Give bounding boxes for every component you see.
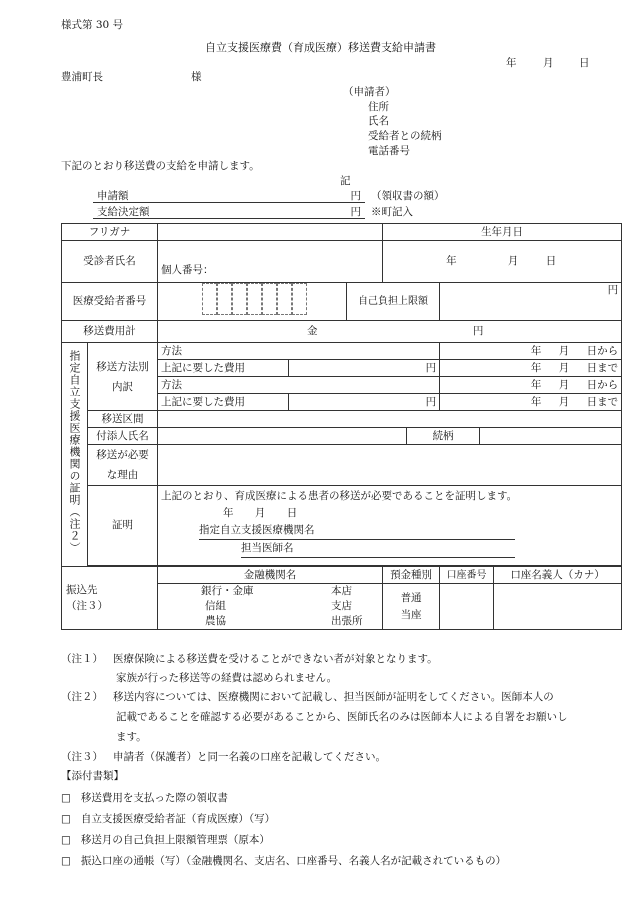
method-2-label: 方法: [161, 378, 183, 391]
form-number: 様式第 30 号: [61, 19, 124, 31]
cert-date: 年 月 日: [223, 507, 298, 519]
total-kin: 金: [307, 325, 318, 337]
period-2-until[interactable]: 年 月 日まで: [440, 394, 622, 411]
attachment-2[interactable]: □ 自立支援医療受給者証（育成医療）（写）: [61, 813, 276, 825]
patient-name-field[interactable]: [158, 241, 383, 283]
deposit-type-label: 預金種別: [383, 567, 440, 584]
applicant-relation-label: 受給者との続柄: [368, 130, 442, 142]
attachment-1[interactable]: □ 移送費用を支払った際の領収書: [61, 792, 228, 804]
cert-text: 上記のとおり、育成医療による患者の移送が必要であることを証明します。: [161, 490, 518, 502]
attachments-heading: 【添付書類】: [61, 770, 124, 782]
ki-label: 記: [340, 175, 351, 187]
method-1-cost-label: 上記に要した費用: [158, 360, 289, 377]
total-field[interactable]: [158, 321, 622, 343]
decided-yen: 円: [350, 206, 361, 218]
request-text: 下記のとおり移送費の支給を申請します。: [61, 160, 260, 172]
certification-label: 証明: [88, 486, 158, 566]
decided-amount-label: 支給決定額: [97, 206, 150, 218]
account-no-field[interactable]: [440, 584, 494, 630]
method-2-cost-field[interactable]: 円: [289, 394, 440, 411]
account-no-label: 口座番号: [440, 567, 494, 584]
addressee-name: 豊浦町長: [61, 71, 103, 83]
applicant-phone-label: 電話番号: [368, 145, 410, 157]
birth-day: 日: [545, 255, 557, 267]
patient-name-label: 受診者氏名: [62, 241, 158, 283]
requested-amount-line[interactable]: [93, 188, 365, 203]
bank-type-3: 農協: [205, 615, 227, 627]
birthdate-label: 生年月日: [383, 224, 622, 241]
branch-type-3: 出張所: [331, 615, 363, 627]
date-month: 月: [543, 57, 554, 69]
checkbox-icon: □: [61, 834, 71, 846]
decided-amount-line[interactable]: [93, 204, 365, 219]
period-1-from[interactable]: 年 月 日から: [440, 343, 622, 360]
method-2-cost-label: 上記に要した費用: [158, 394, 289, 411]
attachment-4[interactable]: □ 振込口座の通帳（写）（金融機関名、支店名、口座番号、名義人名が記載されているもの）: [61, 855, 507, 867]
bank-name-field[interactable]: [158, 584, 383, 630]
copay-limit-field[interactable]: [440, 283, 622, 321]
method-2-field[interactable]: [158, 377, 440, 394]
application-table: [61, 223, 622, 630]
bank-type-2: 信組: [205, 600, 227, 612]
branch-type-1: 本店: [331, 585, 353, 597]
date-year: 年: [506, 57, 517, 69]
cert-vertical-label: 指定自立支援医療機関の証明（注２）: [62, 343, 88, 567]
branch-type-2: 支店: [331, 600, 353, 612]
note-2b: 記載であることを確認する必要があることから、医師氏名のみは医師本人による自署をお願いし: [116, 711, 568, 723]
deposit-type-field[interactable]: 普通 当座: [383, 584, 440, 630]
method-1-cost-field[interactable]: 円: [289, 360, 440, 377]
birth-month: 月: [507, 255, 519, 267]
checkbox-icon: □: [61, 855, 71, 867]
certification-field[interactable]: [158, 486, 622, 566]
furigana-label: フリガナ: [62, 224, 158, 241]
personal-number-label: 個人番号：: [161, 264, 214, 276]
requested-amount-label: 申請額: [97, 190, 129, 202]
section-label: 移送区間: [88, 411, 158, 428]
note-1: （注１） 医療保険による移送費を受けることができない者が対象となります。: [61, 653, 438, 665]
checkbox-icon: □: [61, 792, 71, 804]
account-holder-label: 口座名義人（カナ）: [494, 567, 622, 584]
attachment-3[interactable]: □ 移送月の自己負担上限額管理票（原本）: [61, 834, 270, 846]
attendant-label: 付添人氏名: [88, 428, 158, 445]
requested-yen: 円: [350, 190, 361, 202]
bank-name-label: 金融機関名: [158, 567, 383, 584]
section-field[interactable]: [158, 411, 622, 428]
checkbox-icon: □: [61, 813, 71, 825]
doctor-line[interactable]: 担当医師名: [241, 540, 515, 558]
bank-type-1: 銀行・金庫: [201, 585, 254, 597]
copay-limit-label: 自己負担上限額: [347, 283, 440, 321]
requested-note: （領収書の額）: [371, 190, 445, 202]
birthdate-field[interactable]: [383, 241, 622, 283]
reason-label: 移送が必要 な理由: [88, 445, 158, 486]
decided-note: ※町記入: [371, 206, 413, 218]
institution-line[interactable]: 指定自立支援医療機関名: [199, 522, 515, 540]
transfer-label: 振込先 （注３）: [62, 567, 158, 630]
attendant-relation-label: 続柄: [407, 428, 480, 445]
birth-year: 年: [446, 255, 457, 267]
applicant-address-label: 住所: [368, 101, 389, 113]
method-breakdown-label: 移送方法別 内訳: [88, 343, 158, 411]
addressee-honorific: 様: [191, 71, 202, 83]
furigana-field[interactable]: [158, 224, 383, 241]
recipient-number-label: 医療受給者番号: [62, 283, 158, 321]
total-label: 移送費用計: [62, 321, 158, 343]
note-1b: 家族が行った移送等の経費は認められません。: [116, 672, 338, 684]
account-holder-field[interactable]: [494, 584, 622, 630]
note-2: （注２） 移送内容については、医療機関において記載し、担当医師が証明をしてください。医師本人の: [61, 691, 554, 703]
reason-field[interactable]: [158, 445, 622, 486]
attendant-relation-field[interactable]: [480, 428, 622, 445]
method-1-field[interactable]: [158, 343, 440, 360]
form-title: 自立支援医療費（育成医療）移送費支給申請書: [205, 41, 436, 54]
total-yen: 円: [472, 325, 484, 337]
note-2c: ます。: [116, 731, 147, 743]
method-1-label: 方法: [161, 344, 183, 357]
date-day: 日: [579, 57, 590, 69]
period-2-from[interactable]: 年 月 日から: [440, 377, 622, 394]
period-1-until[interactable]: 年 月 日まで: [440, 360, 622, 377]
applicant-heading: （申請者）: [343, 86, 396, 98]
recipient-number-field[interactable]: [158, 283, 347, 321]
applicant-name-label: 氏名: [368, 115, 389, 127]
copay-yen: 円: [607, 284, 619, 296]
attendant-field[interactable]: [158, 428, 407, 445]
note-3: （注３） 申請者（保護者）と同一名義の口座を記載してください。: [61, 751, 386, 763]
